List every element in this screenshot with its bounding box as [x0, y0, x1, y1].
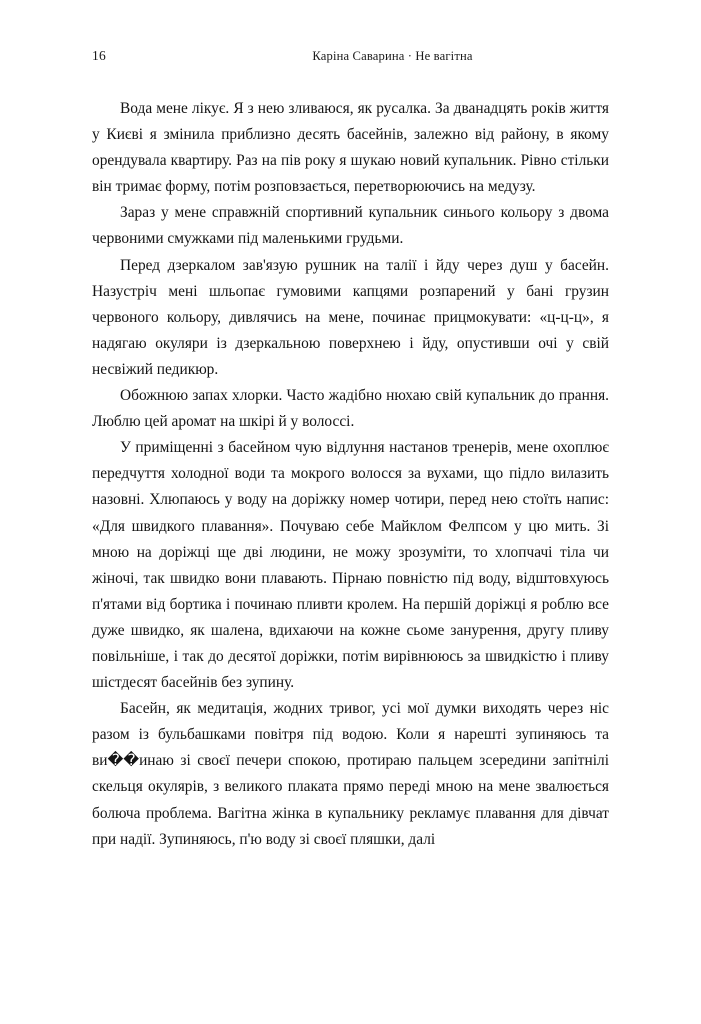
paragraph: Вода мене лікує. Я з нею зливаюся, як русалка. За дванадцять років життя у Києві я змінила приблизно десять басейнів, залежно від району, в якому орендувала квартиру. Раз на пів року я шукаю новий купальник. Рівно стільки він тримає форму, потім розповзається, перетворюючись на медузу.: [92, 100, 609, 196]
paragraph: Обожнюю запах хлорки. Часто жадібно нюхаю свій купальник до прання. Люблю цей аромат на шкірі й у волоссі.: [92, 387, 609, 431]
running-title: Каріна Саварина · Не вагітна: [312, 49, 473, 63]
body-text: [92, 96, 609, 853]
paragraph: Зараз у мене справжній спортивний купальник синього кольору з двома червоними смужками під маленькими грудьми.: [92, 204, 609, 248]
paragraph: Басейн, як медитація, жодних тривог, усі мої думки виходять через ніс разом із бульбашками повітря під водою. Коли я нарешті зупиняюсь та ви��инаю зі своєї печери спокою, протираю пальцем зсередини запітнілі скельця окулярів, з великого плаката прямо переді мною на мене звалюється болюча проблема. Вагітна жінка в купальнику рекламує плавання для дівчат при надії. Зупиняюсь, п'ю воду зі своєї пляшки, далі: [92, 700, 609, 848]
page-number: 16: [92, 48, 106, 63]
running-head: [92, 48, 609, 70]
paragraph: У приміщенні з басейном чую відлуння настанов тренерів, мене охоплює передчуття холодної води та мокрого волосся за вухами, що підло вилазить назовні. Хлюпаюсь у воду на доріжку номер чотири, перед нею стоїть напис: «Для швидкого плавання». Почуваю себе Майклом Фелпсом у цю мить. Зі мною на доріжці ще дві людини, не можу зрозуміти, то хлопчачі тіла чи жіночі, так швидко вони плавають. Пірнаю повністю під воду, відштовхуюсь п'ятами від бортика і починаю пливти кролем. На першій доріжці я роблю все дуже швидко, як шалена, вдихаючи на кожне сьоме занурення, другу пливу повільніше, і так до десятої доріжки, потім вирівнююсь за швидкістю і пливу шістдесят басейнів без зупину.: [92, 439, 609, 692]
paragraph: Перед дзеркалом зав'язую рушник на талії і йду через душ у басейн. Назустріч мені шльопає гумовими капцями розпарений у бані грузин червоного кольору, дивлячись на мене, починає прицмокувати: «ц-ц-ц», я надягаю окуляри із дзеркальною поверхнею і йду, опустивши очі у свій несвіжий педикюр.: [92, 256, 609, 378]
